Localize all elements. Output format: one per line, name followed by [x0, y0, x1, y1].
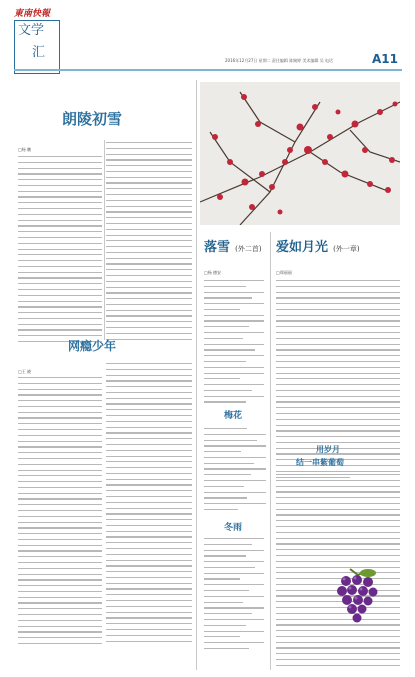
column-divider: [104, 140, 105, 340]
main-article-byline: □杨 鹏: [18, 147, 32, 152]
section-title-line1: 文学: [18, 23, 45, 38]
fishing-article-byline: □王 晓: [18, 369, 32, 374]
newspaper-logo: 東南快報: [14, 9, 51, 19]
winter-rain-title: 冬雨: [224, 523, 243, 533]
plum-poem-body: [204, 428, 266, 515]
moon-essay-title: 爱如月光: [276, 240, 329, 255]
moon-essay-byline: □郑丽丽: [276, 270, 292, 275]
moon-essay-heading: [276, 236, 360, 255]
main-article-title: 朗陵初雪: [62, 110, 123, 128]
snow-poem-byline: □杨 德安: [204, 270, 222, 275]
main-article-col2: [106, 142, 192, 344]
page-number: A11: [372, 52, 398, 66]
snow-poem-title: 落雪: [204, 240, 231, 255]
header-rule: [14, 69, 402, 71]
snow-poem-heading: [204, 236, 262, 255]
grape-essay-title: 用岁月: [316, 444, 340, 454]
fishing-article-col1: [18, 377, 102, 649]
issue-meta: 2016年12月27日 星期二 责任编辑 陈婉婷 美术编辑 吴 电话: [225, 58, 333, 63]
section-title: [18, 20, 58, 64]
grape-illustration: [330, 565, 385, 627]
fishing-article-title: 网瘾少年: [68, 339, 117, 353]
page-divider: [196, 80, 197, 670]
section-title-line2: 汇: [32, 45, 46, 60]
fishing-article-col2: [106, 363, 192, 646]
snow-poem-body: [204, 280, 264, 407]
winter-rain-body: [204, 538, 264, 654]
plum-poem-title: 梅花: [224, 411, 243, 421]
grape-essay-subtitle: 结一串紫葡萄: [296, 457, 344, 467]
plum-blossom-photo: [200, 82, 400, 225]
snow-poem-note: (外二首): [235, 245, 262, 253]
moon-essay-note: (外一章): [333, 245, 360, 253]
poem-column-divider: [270, 232, 271, 670]
main-article-col1: [18, 156, 102, 347]
